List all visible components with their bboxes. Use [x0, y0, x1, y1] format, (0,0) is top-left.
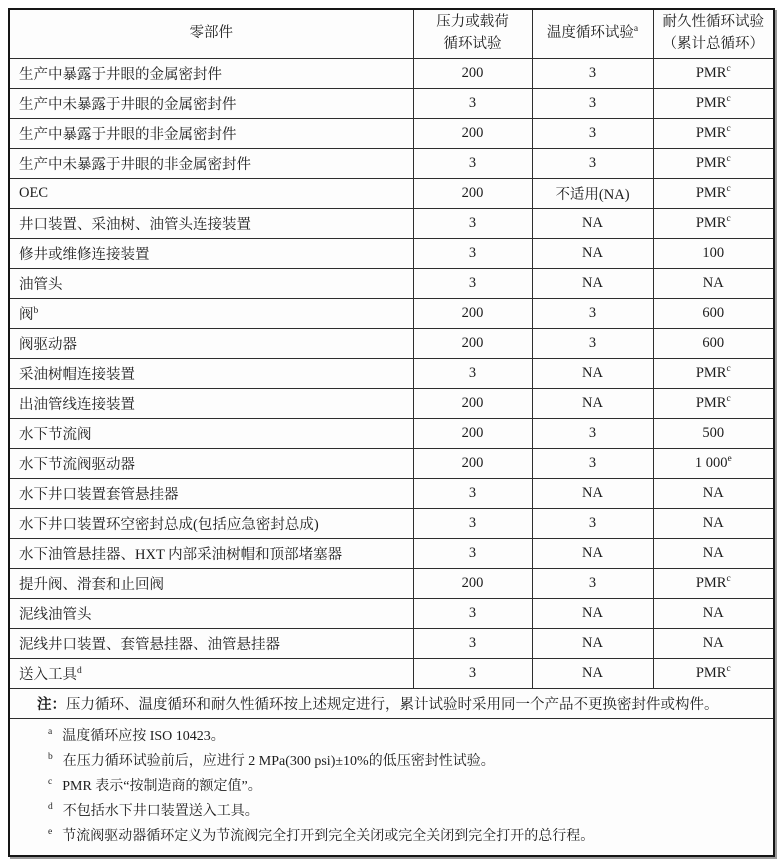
table-row — [9, 658, 774, 688]
part-cell — [9, 598, 413, 628]
footnote-marker: b — [48, 751, 53, 762]
pressure-cycles-value — [413, 178, 532, 208]
pressure-value-text: 200 — [461, 574, 484, 591]
temp-value-text: NA — [582, 394, 603, 411]
table-row — [9, 208, 774, 238]
part-cell — [9, 178, 413, 208]
durability-footnote-marker: c — [726, 393, 731, 404]
durability-value-text: NA — [702, 484, 724, 501]
pressure-cycles-value — [413, 508, 532, 538]
pressure-value-text: 3 — [468, 544, 477, 561]
part-label: 提升阀、滑套和止回阀 — [19, 576, 164, 593]
part-cell — [9, 538, 413, 568]
durability-value-text: 1 000 — [694, 454, 728, 471]
temp-value-text: NA — [582, 604, 603, 621]
durability-footnote-marker: e — [727, 453, 732, 464]
durability-value-text: PMR — [695, 664, 727, 681]
temp-value-text: NA — [582, 544, 603, 561]
temp-cycles-value — [532, 658, 653, 688]
temp-value-text: 3 — [588, 334, 597, 351]
part-label: 生产中未暴露于井眼的非金属密封件 — [19, 156, 251, 173]
pressure-value-text: 3 — [468, 664, 477, 681]
durability-cycles-value — [653, 328, 774, 358]
pressure-cycles-value — [413, 448, 532, 478]
temp-value-text: NA — [582, 364, 603, 381]
temp-value-text: 不适用(NA) — [555, 186, 630, 203]
pressure-value-text: 200 — [461, 334, 484, 351]
durability-cycles-value — [653, 628, 774, 658]
durability-value-text: 500 — [702, 424, 725, 441]
durability-cycles-value — [653, 568, 774, 598]
header-durability-line2: （累计总循环） — [662, 35, 764, 52]
part-cell — [9, 388, 413, 418]
durability-footnote-marker: c — [726, 363, 731, 374]
part-label: 水下井口装置套管悬挂器 — [19, 486, 179, 503]
durability-cycles-value — [653, 88, 774, 118]
header-durability-line1: 耐久性循环试验 — [662, 14, 764, 30]
note-text: 压力循环、温度循环和耐久性循环按上述规定进行，累计试验时采用同一个产品不更换密封件或构件。 — [66, 696, 719, 713]
pressure-value-text: 3 — [468, 214, 477, 231]
durability-value-text: PMR — [695, 214, 727, 231]
pressure-value-text: 3 — [468, 634, 477, 651]
durability-value-text: PMR — [695, 364, 727, 381]
header-part-label: 零部件 — [189, 24, 233, 41]
part-label: 修井或维修连接装置 — [19, 246, 150, 263]
temp-cycles-value — [532, 88, 653, 118]
pressure-value-text: 3 — [468, 484, 477, 501]
durability-value-text: NA — [702, 274, 724, 291]
temp-value-text: 3 — [588, 154, 597, 171]
temp-value-text: 3 — [588, 574, 597, 591]
part-label: OEC — [19, 184, 48, 201]
temp-cycles-value — [532, 298, 653, 328]
header-temp-label: 温度循环试验 — [546, 24, 634, 41]
pressure-value-text: 200 — [461, 64, 484, 81]
durability-value-text: NA — [702, 604, 724, 621]
footnote-marker: e — [48, 826, 53, 837]
pressure-cycles-value — [413, 118, 532, 148]
part-cell — [9, 208, 413, 238]
pressure-value-text: 3 — [468, 154, 477, 171]
part-label: 生产中未暴露于井眼的金属密封件 — [19, 96, 237, 113]
table-row — [9, 538, 774, 568]
temp-value-text: NA — [582, 274, 603, 291]
note-cell — [9, 688, 774, 718]
footnote-line — [48, 774, 763, 799]
durability-footnote-marker: c — [726, 573, 731, 584]
pressure-cycles-value — [413, 538, 532, 568]
part-label: 泥线井口装置、套管悬挂器、油管悬挂器 — [19, 636, 280, 653]
temp-cycles-value — [532, 268, 653, 298]
temp-cycles-value — [532, 598, 653, 628]
pressure-cycles-value — [413, 58, 532, 88]
durability-value-text: PMR — [695, 574, 727, 591]
part-label: 水下节流阀 — [19, 426, 92, 443]
table-row — [9, 298, 774, 328]
temp-value-text: 3 — [588, 124, 597, 141]
durability-cycles-value — [653, 388, 774, 418]
durability-value-text: 600 — [702, 304, 725, 321]
pressure-value-text: 3 — [468, 94, 477, 111]
pressure-cycles-value — [413, 268, 532, 298]
part-label: 采油树帽连接装置 — [19, 366, 135, 383]
pressure-value-text: 200 — [461, 394, 484, 411]
part-cell — [9, 508, 413, 538]
temp-cycles-value — [532, 508, 653, 538]
temp-cycles-value — [532, 238, 653, 268]
part-label: 井口装置、采油树、油管头连接装置 — [19, 216, 251, 233]
pressure-cycles-value — [413, 88, 532, 118]
part-cell — [9, 328, 413, 358]
part-cell — [9, 148, 413, 178]
table-row — [9, 238, 774, 268]
part-cell — [9, 568, 413, 598]
part-label: 水下井口装置环空密封总成(包括应急密封总成) — [19, 516, 319, 533]
pressure-cycles-value — [413, 658, 532, 688]
durability-value-text: PMR — [695, 124, 727, 141]
temp-cycles-value — [532, 418, 653, 448]
durability-cycles-value — [653, 418, 774, 448]
footnote-line — [48, 799, 763, 824]
durability-cycles-value — [653, 298, 774, 328]
temp-value-text: NA — [582, 634, 603, 651]
header-pressure-line2: 循环试验 — [443, 35, 502, 52]
table-row — [9, 178, 774, 208]
durability-value-text: NA — [702, 634, 724, 651]
temp-cycles-value — [532, 478, 653, 508]
durability-footnote-marker: c — [726, 183, 731, 194]
footnotes-list — [48, 724, 763, 849]
pressure-value-text: 200 — [461, 124, 484, 141]
pressure-cycles-value — [413, 298, 532, 328]
footnote-text: 温度循环应按 ISO 10423。 — [62, 728, 225, 744]
part-cell — [9, 238, 413, 268]
part-cell — [9, 658, 413, 688]
temp-value-text: 3 — [588, 304, 597, 321]
durability-footnote-marker: c — [726, 153, 731, 164]
footnotes-cell — [9, 718, 774, 856]
temp-cycles-value — [532, 448, 653, 478]
part-label: 生产中暴露于井眼的金属密封件 — [19, 66, 222, 83]
header-pressure-cycles — [413, 9, 532, 58]
table-row — [9, 418, 774, 448]
footnote-marker: c — [48, 776, 53, 787]
part-label: 阀驱动器 — [19, 336, 77, 353]
durability-cycles-value — [653, 508, 774, 538]
pressure-cycles-value — [413, 208, 532, 238]
pressure-value-text: 3 — [468, 274, 477, 291]
durability-footnote-marker: c — [726, 93, 731, 104]
table-row — [9, 88, 774, 118]
durability-value-text: 100 — [702, 244, 725, 261]
temp-cycles-value — [532, 628, 653, 658]
temp-value-text: NA — [582, 484, 603, 501]
durability-cycles-value — [653, 358, 774, 388]
table-row — [9, 148, 774, 178]
durability-value-text: PMR — [695, 94, 727, 111]
header-durability-cycles — [653, 9, 774, 58]
durability-value-text: PMR — [695, 184, 727, 201]
footnote-line — [48, 824, 763, 849]
part-label: 阀 — [19, 306, 34, 323]
pressure-cycles-value — [413, 358, 532, 388]
part-label: 送入工具 — [19, 666, 77, 683]
table-row — [9, 118, 774, 148]
pressure-cycles-value — [413, 598, 532, 628]
durability-cycles-value — [653, 448, 774, 478]
footnote-text: 在压力循环试验前后，应进行 2 MPa(300 psi)±10%的低压密封性试验。 — [62, 753, 495, 769]
durability-value-text: NA — [702, 514, 724, 531]
table-row — [9, 568, 774, 598]
durability-cycles-value — [653, 598, 774, 628]
header-part — [9, 9, 413, 58]
durability-cycles-value — [653, 538, 774, 568]
pressure-value-text: 200 — [461, 304, 484, 321]
temp-value-text: 3 — [588, 454, 597, 471]
durability-cycles-value — [653, 58, 774, 88]
part-label: 生产中暴露于井眼的非金属密封件 — [19, 126, 237, 143]
part-cell — [9, 298, 413, 328]
table-row — [9, 328, 774, 358]
part-label: 油管头 — [19, 276, 63, 293]
part-cell — [9, 118, 413, 148]
temp-value-text: NA — [582, 664, 603, 681]
part-cell — [9, 448, 413, 478]
durability-cycles-value — [653, 118, 774, 148]
durability-cycles-value — [653, 478, 774, 508]
pressure-cycles-value — [413, 568, 532, 598]
cycle-test-spec-table — [8, 8, 775, 857]
header-row — [9, 9, 774, 58]
table-row — [9, 598, 774, 628]
durability-cycles-value — [653, 178, 774, 208]
part-footnote-marker: b — [33, 305, 39, 316]
durability-cycles-value — [653, 658, 774, 688]
part-cell — [9, 358, 413, 388]
durability-value-text: PMR — [695, 154, 727, 171]
footnote-text: 不包括水下井口装置送入工具。 — [62, 803, 259, 819]
note-row — [9, 688, 774, 718]
table-row — [9, 58, 774, 88]
part-label: 泥线油管头 — [19, 606, 92, 623]
footnotes-row — [9, 718, 774, 856]
part-label: 出油管线连接装置 — [19, 396, 135, 413]
temp-cycles-value — [532, 118, 653, 148]
header-pressure-line1: 压力或载荷 — [436, 14, 509, 30]
part-footnote-marker: d — [77, 665, 82, 676]
durability-footnote-marker: c — [726, 123, 731, 134]
temp-cycles-value — [532, 208, 653, 238]
part-cell — [9, 478, 413, 508]
footnote-line — [48, 724, 763, 749]
part-label: 水下油管悬挂器、HXT 内部采油树帽和顶部堵塞器 — [19, 546, 343, 563]
footnote-line — [48, 749, 763, 774]
durability-cycles-value — [653, 238, 774, 268]
pressure-cycles-value — [413, 628, 532, 658]
durability-value-text: 600 — [702, 334, 725, 351]
pressure-cycles-value — [413, 418, 532, 448]
footnote-text: PMR 表示“按制造商的额定值”。 — [62, 778, 262, 794]
part-cell — [9, 628, 413, 658]
table-row — [9, 268, 774, 298]
table-row — [9, 628, 774, 658]
part-cell — [9, 88, 413, 118]
durability-cycles-value — [653, 148, 774, 178]
durability-cycles-value — [653, 268, 774, 298]
table-row — [9, 508, 774, 538]
pressure-value-text: 200 — [461, 424, 484, 441]
durability-cycles-value — [653, 208, 774, 238]
table-row — [9, 388, 774, 418]
pressure-cycles-value — [413, 478, 532, 508]
temp-cycles-value — [532, 328, 653, 358]
durability-footnote-marker: c — [726, 213, 731, 224]
part-cell — [9, 58, 413, 88]
temp-cycles-value — [532, 58, 653, 88]
durability-value-text: PMR — [695, 64, 727, 81]
temp-cycles-value — [532, 358, 653, 388]
pressure-value-text: 200 — [461, 184, 484, 201]
table-row — [9, 478, 774, 508]
part-cell — [9, 268, 413, 298]
part-cell — [9, 418, 413, 448]
note-prefix: 注： — [37, 696, 66, 713]
durability-value-text: NA — [702, 544, 724, 561]
pressure-cycles-value — [413, 388, 532, 418]
durability-footnote-marker: c — [726, 63, 731, 74]
pressure-cycles-value — [413, 238, 532, 268]
pressure-cycles-value — [413, 328, 532, 358]
pressure-value-text: 3 — [468, 364, 477, 381]
temp-value-text: 3 — [588, 64, 597, 81]
footnote-text: 节流阀驱动器循环定义为节流阀完全打开到完全关闭或完全关闭到完全打开的总行程。 — [62, 828, 595, 844]
table-row — [9, 358, 774, 388]
pressure-cycles-value — [413, 148, 532, 178]
temp-value-text: 3 — [588, 514, 597, 531]
pressure-value-text: 3 — [468, 514, 477, 531]
footnote-marker: a — [48, 726, 53, 737]
temp-cycles-value — [532, 568, 653, 598]
durability-value-text: PMR — [695, 394, 727, 411]
temp-cycles-value — [532, 388, 653, 418]
temp-cycles-value — [532, 148, 653, 178]
durability-footnote-marker: c — [726, 663, 731, 674]
pressure-value-text: 3 — [468, 244, 477, 261]
temp-value-text: 3 — [588, 94, 597, 111]
pressure-value-text: 3 — [468, 604, 477, 621]
header-temp-cycles — [532, 9, 653, 58]
temp-value-text: 3 — [588, 424, 597, 441]
temp-cycles-value — [532, 538, 653, 568]
footnote-marker: d — [48, 801, 53, 812]
temp-value-text: NA — [582, 244, 603, 261]
temp-value-text: NA — [582, 214, 603, 231]
table-row — [9, 448, 774, 478]
temp-cycles-value — [532, 178, 653, 208]
part-label: 水下节流阀驱动器 — [19, 456, 135, 473]
header-temp-footnote-marker: a — [633, 24, 639, 35]
pressure-value-text: 200 — [461, 454, 484, 471]
